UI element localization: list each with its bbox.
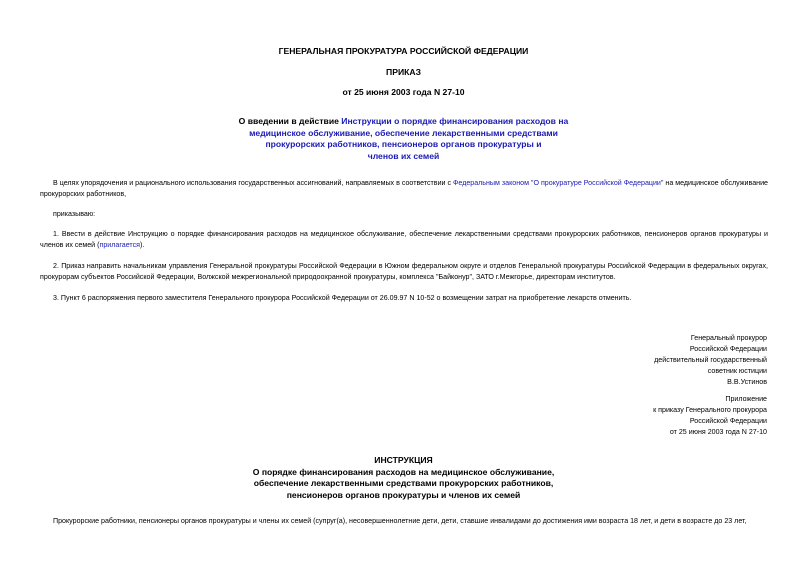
- order-title: [0, 116, 807, 162]
- signature-block: Генеральный прокурор Российской Федерации действительный государственный советник юстиции В.В.Устинов: [654, 334, 767, 386]
- order-date-number: от 25 июня 2003 года N 27-10: [342, 87, 465, 97]
- paragraph-item-2: 2. Приказ направить начальникам управления Генеральной прокуратуры Российской Федерации в Южном федеральном округе и отделов Генеральной прокуратуры Российской Федерации в федеральных округах, прокурорам субъектов Российской Федерации, Волжской межрегиональной природоохранной прокуратуры, комплекса "Байконур", ЗАТО г.Межгорье, директорам институтов.: [40, 262, 768, 281]
- instruction-heading: ИНСТРУКЦИЯ О порядке финансирования расходов на медицинское обслуживание, обеспечение лекарственными средствами прокурорских работников, пенсионеров органов прокуратуры и членов их семей: [252, 455, 555, 500]
- appendix-block: Приложение к приказу Генерального прокурора Российской Федерации от 25 июня 2003 года N 27-10: [653, 395, 767, 436]
- order-title-prefix: О введении в действие: [238, 116, 342, 126]
- instruction-paragraph-1: Прокурорские работники, пенсионеры органов прокуратуры и члены их семей (супруг(а), несовершеннолетние дети, дети, ставшие инвалидами до достижения ими возраста 18 лет, и дети в возрасте до 23 лет,: [53, 517, 747, 525]
- paragraph-preamble: В целях упорядочения и рационального использования государственных ассигнований, направляемых в соответствии с Федеральным законом "О прокуратуре Российской Федерации" на медицинское обслуживание прокурорских работников,: [40, 179, 768, 198]
- instruction-link[interactable]: Инструкции о порядке финансирования расходов на медицинское обслуживание, обеспечение лекарственными средствами прокурорских работников, пенсионеров органов прокуратуры и членов их семей: [249, 116, 569, 161]
- paragraph-item-1: 1. Ввести в действие Инструкцию о порядке финансирования расходов на медицинское обслуживание, обеспечение лекарственными средствами прокурорских работников, пенсионеров органов прокуратуры и членов их семей (прилагается).: [40, 230, 768, 249]
- federal-law-link[interactable]: Федеральным законом "О прокуратуре Российской Федерации": [453, 179, 664, 187]
- order-word: приказываю:: [53, 210, 96, 218]
- doc-type: ПРИКАЗ: [386, 67, 421, 77]
- paragraph-item-3: 3. Пункт 6 распоряжения первого заместителя Генерального прокурора Российской Федерации от 26.09.97 N 10-52 о возмещении затрат на приобретение лекарств отменить.: [53, 294, 632, 302]
- agency-title: ГЕНЕРАЛЬНАЯ ПРОКУРАТУРА РОССИЙСКОЙ ФЕДЕРАЦИИ: [278, 46, 529, 56]
- attachment-link[interactable]: прилагается: [99, 241, 140, 249]
